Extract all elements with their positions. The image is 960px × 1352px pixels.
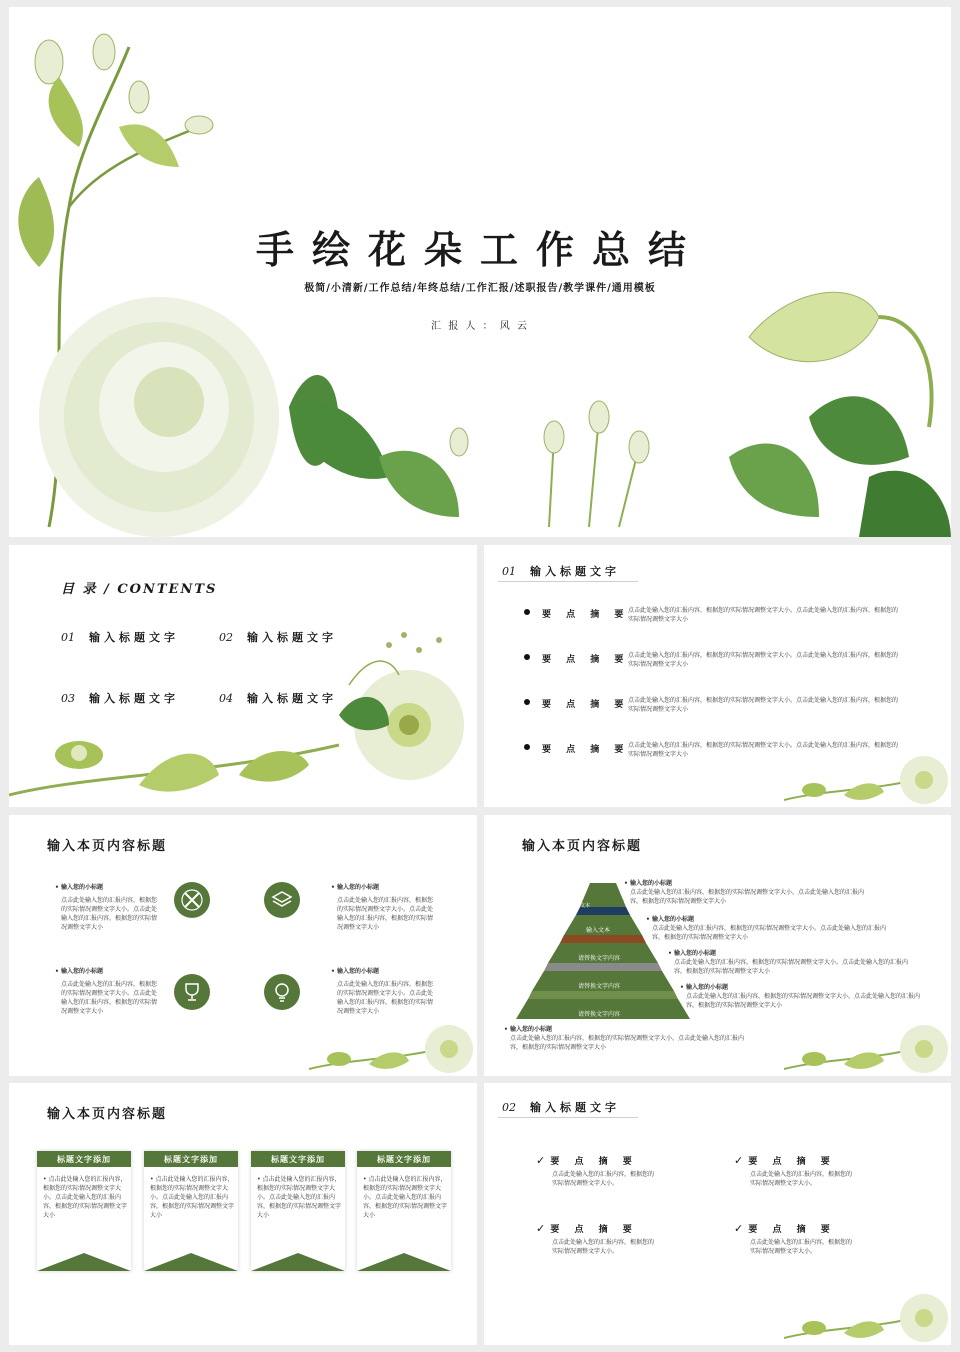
pyramid-label-4: 请替换文字内容 xyxy=(578,983,621,990)
check-icon: ✓ xyxy=(734,1154,744,1167)
cover-title: 手绘花朵工作总结 xyxy=(255,227,704,272)
check-text: 点击此处输入您的汇报内容，根据您的实际情况调整文字大小。 xyxy=(750,1171,853,1187)
check-text: 点击此处输入您的汇报内容，根据您的实际情况调整文字大小。 xyxy=(552,1171,655,1187)
content-card-1 xyxy=(37,1151,131,1271)
slide-cover xyxy=(9,7,951,537)
slide-contents xyxy=(9,545,477,807)
pyramid-note-1: • 输入您的小标题 点击此处输入您的汇报内容，根据您的实际情况调整文字大小。点击此处输入您的汇报内容，根据您的实际情况调整文字大小 xyxy=(624,880,865,905)
card-triangle xyxy=(37,1253,131,1271)
leaf-illustration-bottom xyxy=(269,367,749,537)
note-text: 点击此处输入您的汇报内容，根据您的实际情况调整文字大小。点击此处输入您的汇报内容，根据您的实际情况调整文字大小 xyxy=(510,1035,745,1051)
info-block-1 xyxy=(55,883,160,932)
note-head: 输入您的小标题 xyxy=(685,984,728,991)
card-text: • 点击此处输入您的汇报内容，根据您的实际情况调整文字大小。点击此处输入您的汇报内容，根据您的实际情况调整文字大小 xyxy=(150,1176,235,1219)
pyramid-label-1: 输入文本 xyxy=(570,903,591,909)
note-head: 输入您的小标题 xyxy=(651,916,694,923)
check-item-1 xyxy=(536,1149,666,1188)
info-block-text: 点击此处输入您的汇报内容，根据您的实际情况调整文字大小。点击此处输入您的汇报内容，根据您的实际情况调整文字大小 xyxy=(61,981,158,1015)
section-title xyxy=(502,563,620,579)
flower-corner-illustration xyxy=(784,1009,951,1076)
content-card-3 xyxy=(251,1151,345,1271)
section-title xyxy=(502,1099,620,1115)
content-card-2 xyxy=(144,1151,238,1271)
card-triangle xyxy=(357,1253,451,1271)
pyramid-stripe-gray xyxy=(544,963,662,971)
note-text: 点击此处输入您的汇报内容，根据您的实际情况调整文字大小。点击此处输入您的汇报内容，根据您的实际情况调整文字大小 xyxy=(630,889,865,905)
info-block-text: 点击此处输入您的汇报内容，根据您的实际情况调整文字大小。点击此处输入您的汇报内容，根据您的实际情况调整文字大小 xyxy=(337,897,434,931)
flower-corner-illustration xyxy=(309,1009,477,1076)
pencil-ruler-icon xyxy=(174,882,210,918)
check-text: 点击此处输入您的汇报内容，根据您的实际情况调整文字大小。 xyxy=(750,1239,853,1255)
card-triangle xyxy=(144,1253,238,1271)
check-text: 点击此处输入您的汇报内容，根据您的实际情况调整文字大小。 xyxy=(552,1239,655,1255)
contents-heading: 目 录 / CONTENTS xyxy=(61,582,218,597)
pyramid-stripe-brown xyxy=(560,935,646,943)
note-head: 输入您的小标题 xyxy=(673,950,716,957)
info-block-3 xyxy=(55,967,160,1016)
pyramid-note-4: • 输入您的小标题 点击此处输入您的汇报内容，根据您的实际情况调整文字大小。点击此处输入您的汇报内容，根据您的实际情况调整文字大小 xyxy=(680,984,921,1009)
slide-icon-grid xyxy=(9,815,477,1076)
row-label: 要 点 摘 要 xyxy=(542,655,630,665)
pyramid-stripe-olive xyxy=(528,991,678,999)
check-icon: ✓ xyxy=(536,1154,546,1167)
bullet-icon xyxy=(524,609,530,615)
info-block-text: 点击此处输入您的汇报内容，根据您的实际情况调整文字大小。点击此处输入您的汇报内容，根据您的实际情况调整文字大小 xyxy=(337,981,434,1015)
slide-title: 输入本页内容标题 xyxy=(47,1107,168,1122)
bullet-icon xyxy=(524,654,530,660)
pyramid-note-5: • 输入您的小标题 点击此处输入您的汇报内容，根据您的实际情况调整文字大小。点击此处输入您的汇报内容，根据您的实际情况调整文字大小 xyxy=(504,1025,754,1052)
contents-item-num: 02 xyxy=(219,631,233,644)
card-text: • 点击此处输入您的汇报内容，根据您的实际情况调整文字大小。点击此处输入您的汇报内容，根据您的实际情况调整文字大小 xyxy=(363,1176,448,1219)
check-item-2 xyxy=(734,1149,864,1188)
lightbulb-icon xyxy=(264,974,300,1010)
cover-subtitle: 极简/小清新/工作总结/年终总结/工作汇报/述职报告/教学课件/通用模板 xyxy=(304,283,656,294)
pyramid-note-3: • 输入您的小标题 点击此处输入您的汇报内容，根据您的实际情况调整文字大小。点击此处输入您的汇报内容，根据您的实际情况调整文字大小 xyxy=(668,950,909,975)
slide-title: 输入本页内容标题 xyxy=(47,839,168,854)
content-card-4 xyxy=(357,1151,451,1271)
slide-cards xyxy=(9,1083,477,1345)
contents-item-num: 01 xyxy=(61,631,75,644)
flower-illustration-right xyxy=(709,257,951,537)
check-label: 要 点 摘 要 xyxy=(748,1225,836,1235)
flower-corner-illustration xyxy=(784,1278,951,1345)
contents-item-label: 输入标题文字 xyxy=(89,631,179,644)
slide-summary-list xyxy=(484,545,951,807)
info-block-head: • 输入您的小标题 xyxy=(331,884,379,891)
pyramid-label-3: 请替换文字内容 xyxy=(578,955,621,962)
contents-item-num: 03 xyxy=(61,692,75,705)
flower-corner-illustration xyxy=(784,740,951,807)
section-num: 02 xyxy=(502,1101,516,1114)
bullet-icon xyxy=(524,699,530,705)
info-block-2 xyxy=(331,883,436,932)
section-label: 输入标题文字 xyxy=(530,565,620,578)
row-text: 点击此处输入您的汇报内容，根据您的实际情况调整文字大小。点击此处输入您的汇报内容，根据您的实际情况调整文字大小 xyxy=(628,607,899,623)
section-num: 01 xyxy=(502,565,516,578)
row-text: 点击此处输入您的汇报内容，根据您的实际情况调整文字大小。点击此处输入您的汇报内容，根据您的实际情况调整文字大小 xyxy=(628,652,899,668)
check-label: 要 点 摘 要 xyxy=(550,1157,638,1167)
card-header: 标题文字添加 xyxy=(37,1151,131,1167)
row-label: 要 点 摘 要 xyxy=(542,700,630,710)
check-icon: ✓ xyxy=(536,1222,546,1235)
card-header: 标题文字添加 xyxy=(251,1151,345,1167)
row-label: 要 点 摘 要 xyxy=(542,610,630,620)
check-icon: ✓ xyxy=(734,1222,744,1235)
info-block-head: • 输入您的小标题 xyxy=(55,884,103,891)
pyramid-label-5: 请替换文字内容 xyxy=(578,1011,621,1018)
pyramid-label-2: 输入文本 xyxy=(586,927,611,934)
note-text: 点击此处输入您的汇报内容，根据您的实际情况调整文字大小。点击此处输入您的汇报内容，根据您的实际情况调整文字大小 xyxy=(652,925,887,941)
check-label: 要 点 摘 要 xyxy=(550,1225,638,1235)
card-triangle xyxy=(251,1253,345,1271)
note-text: 点击此处输入您的汇报内容，根据您的实际情况调整文字大小。点击此处输入您的汇报内容，根据您的实际情况调整文字大小 xyxy=(686,993,921,1009)
note-head: 输入您的小标题 xyxy=(509,1026,552,1033)
note-head: 输入您的小标题 xyxy=(629,880,672,887)
card-header: 标题文字添加 xyxy=(357,1151,451,1167)
note-text: 点击此处输入您的汇报内容，根据您的实际情况调整文字大小。点击此处输入您的汇报内容，根据您的实际情况调整文字大小 xyxy=(674,959,909,975)
bullet-icon xyxy=(524,744,530,750)
check-item-3 xyxy=(536,1217,666,1256)
contents-item-label: 输入标题文字 xyxy=(247,692,337,705)
pyramid-note-2: • 输入您的小标题 点击此处输入您的汇报内容，根据您的实际情况调整文字大小。点击此处输入您的汇报内容，根据您的实际情况调整文字大小 xyxy=(646,916,887,941)
title-underline xyxy=(498,1117,638,1118)
info-block-head: • 输入您的小标题 xyxy=(331,968,379,975)
info-block-head: • 输入您的小标题 xyxy=(55,968,103,975)
slide-checklist xyxy=(484,1083,951,1345)
title-underline xyxy=(498,581,638,582)
row-label: 要 点 摘 要 xyxy=(542,745,630,755)
slide-pyramid xyxy=(484,815,951,1076)
flower-branch-illustration xyxy=(9,625,477,807)
slide-title: 输入本页内容标题 xyxy=(522,839,643,854)
contents-item-label: 输入标题文字 xyxy=(247,631,337,644)
card-text: • 点击此处输入您的汇报内容，根据您的实际情况调整文字大小。点击此处输入您的汇报内容，根据您的实际情况调整文字大小 xyxy=(257,1176,342,1219)
contents-item-label: 输入标题文字 xyxy=(89,692,179,705)
contents-item-num: 04 xyxy=(219,692,233,705)
card-header: 标题文字添加 xyxy=(144,1151,238,1167)
info-block-text: 点击此处输入您的汇报内容，根据您的实际情况调整文字大小。点击此处输入您的汇报内容，根据您的实际情况调整文字大小 xyxy=(61,897,158,931)
check-item-4 xyxy=(734,1217,864,1256)
check-label: 要 点 摘 要 xyxy=(748,1157,836,1167)
row-text: 点击此处输入您的汇报内容，根据您的实际情况调整文字大小。点击此处输入您的汇报内容，根据您的实际情况调整文字大小 xyxy=(628,697,899,713)
layers-icon xyxy=(264,882,300,918)
cover-reporter: 汇 报 人 ： 风 云 xyxy=(431,321,529,332)
trophy-icon xyxy=(174,974,210,1010)
row-text: 点击此处输入您的汇报内容，根据您的实际情况调整文字大小。点击此处输入您的汇报内容，根据您的实际情况调整文字大小 xyxy=(628,742,899,758)
card-text: • 点击此处输入您的汇报内容，根据您的实际情况调整文字大小。点击此处输入您的汇报内容，根据您的实际情况调整文字大小 xyxy=(43,1176,128,1219)
section-label: 输入标题文字 xyxy=(530,1101,620,1114)
